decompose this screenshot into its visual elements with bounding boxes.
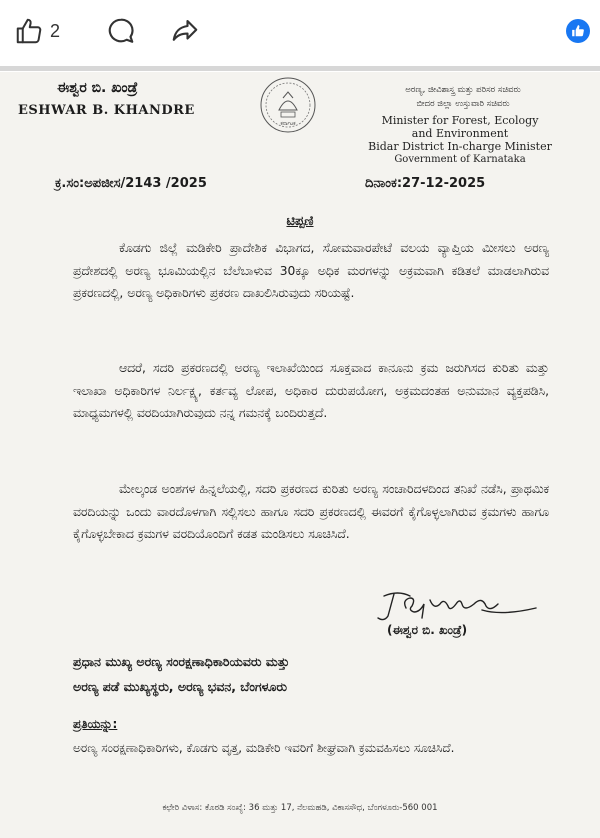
designation-en-line-1: Minister for Forest, Ecology: [381, 114, 539, 127]
designation-kannada: [368, 83, 558, 111]
signature: [372, 586, 542, 628]
addressee-line-2: ಅರಣ್ಯ ಪಡೆ ಮುಖ್ಯಸ್ಥರು, ಅರಣ್ಯ ಭವನ, ಬೆಂಗಳೂರು: [73, 679, 287, 694]
paragraph-3: ಮೇಲ್ಕಂಡ ಅಂಶಗಳ ಹಿನ್ನಲೆಯಲ್ಲಿ, ಸದರಿ ಪ್ರಕರಣದ ಕುರಿತು ಅರಣ್ಯ ಸಂಚಾರಿದಳದಿಂದ ತನಿಖೆ ನಡೆಸಿ, ಪ್ರಾಥಮಿಕ ವರದಿಯನ್ನು ಒಂದು ವಾರದೊಳಗಾಗಿ ಸಲ್ಲಿಸಲು ಹಾಗೂ ಸದರಿ ಪ್ರಕರಣದಲ್ಲಿ ಈವರಗೆ ಕೈಗೊಳ್ಳಲಾಗಿರುವ ಕ್ರಮಗಳು ಹಾಗೂ ಕೈಗೊಳ್ಳಬೇಕಾದ ಕ್ರಮಗಳ ವರದಿಯೊಂದಿಗೆ ಕಡತ ಮಂಡಿಸಲು ಸೂಚಿಸಿದೆ.: [73, 482, 549, 542]
addressee-line-1: ಪ್ರಧಾನ ಮುಖ್ಯ ಅರಣ್ಯ ಸಂರಕ್ಷಣಾಧಿಕಾರಿಯವರು ಮತ್ತು: [73, 654, 290, 669]
designation-en-line-2: and Environment: [411, 127, 509, 140]
letter-image[interactable]: [0, 72, 600, 838]
thumbs-up-icon: [14, 16, 44, 46]
comment-button[interactable]: [106, 16, 136, 46]
sender-name-english: ESHWAR B. KHANDRE: [18, 103, 195, 118]
designation-kn-line-1: ಅರಣ್ಯ, ಜೀವಿಶಾಸ್ತ್ರ ಮತ್ತು ಪರಿಸರ ಸಚಿವರು: [405, 85, 521, 95]
svg-text:ಕರ್ನಾಟಕ: ಕರ್ನಾಟಕ: [280, 121, 296, 127]
like-button[interactable]: [14, 16, 60, 46]
reference-number: ಕ್ರ.ಸಂ:ಅಪಜೀಸ/2143 /2025: [55, 176, 207, 191]
copy-label: ಪ್ರತಿಯನ್ನು:: [73, 717, 118, 731]
post-divider: [0, 66, 600, 71]
paragraph-2: ಆದರೆ, ಸದರಿ ಪ್ರಕರಣದಲ್ಲಿ ಅರಣ್ಯ ಇಲಾಖೆಯಿಂದ ಸೂಕ್ತವಾದ ಕಾನೂನು ಕ್ರಮ ಜರುಗಿಸದ ಕುರಿತು ಮತ್ತು ಇಲಾಖಾ ಅಧಿಕಾರಿಗಳ ನಿರ್ಲಕ್ಷ್ಯ, ಕರ್ತವ್ಯ ಲೋಪ, ಅಧಿಕಾರ ದುರುಪಯೋಗ, ಅಕ್ರಮದಂತಹ ಅನುಮಾನ ವ್ಯಕ್ತಪಡಿಸಿ, ಮಾಧ್ಯಮಗಳಲ್ಲಿ ವರದಿಯಾಗಿರುವುದು ನನ್ನ ಗಮನಕ್ಕೆ ಬಂದಿರುತ್ತದೆ.: [73, 361, 549, 421]
like-count: 2: [50, 20, 61, 41]
post-action-bar: [0, 0, 600, 62]
share-icon: [170, 16, 200, 46]
comment-icon: [106, 16, 136, 46]
karnataka-emblem-icon: [259, 76, 317, 134]
designation-en-line-3: Bidar District In-charge Minister: [368, 140, 552, 153]
letter-title: ಟಿಪ್ಪಣಿ: [286, 214, 314, 229]
share-button[interactable]: [170, 16, 200, 46]
paragraph-1: ಕೊಡಗು ಜಿಲ್ಲೆ ಮಡಿಕೇರಿ ಪ್ರಾದೇಶಿಕ ವಿಭಾಗದ, ಸೋಮವಾರಪೇಟೆ ವಲಯ ವ್ಯಾಪ್ತಿಯ ಮೀಸಲು ಅರಣ್ಯ ಪ್ರದೇಶದಲ್ಲಿ ಅರಣ್ಯ ಭೂಮಿಯಲ್ಲಿನ ಬೆಲೆಬಾಳುವ 30ಕ್ಕೂ ಅಧಿಕ ಮರಗಳನ್ನು ಅಕ್ರಮವಾಗಿ ಕಡಿತಲೆ ಮಾಡಲಾಗಿರುವ ಪ್ರಕರಣದಲ್ಲಿ, ಅರಣ್ಯ ಅಧಿಕಾರಿಗಳು ಪ್ರಕರಣ ದಾಖಲಿಸಿರುವುದು ಸರಿಯಷ್ಟೆ.: [73, 241, 549, 301]
designation-en-line-4: Government of Karnataka: [394, 154, 526, 165]
sender-name-kannada: ಈಶ್ವರ ಬಿ. ಖಂಡ್ರೆ: [57, 80, 138, 96]
letter-date: ದಿನಾಂಕ:27-12-2025: [365, 176, 486, 191]
like-reaction-icon[interactable]: [566, 19, 590, 43]
copy-recipient: ಅರಣ್ಯ ಸಂರಕ್ಷಣಾಧಿಕಾರಿಗಳು, ಕೊಡಗು ವೃತ್ತ, ಮಡಿಕೇರಿ ಇವರಿಗೆ ಶೀಘ್ರವಾಗಿ ಕ್ರಮವಹಿಸಲು ಸೂಚಿಸಿದೆ.: [73, 741, 455, 755]
office-address-footer: ಕಛೇರಿ ವಿಳಾಸ: ಕೊಠಡಿ ಸಂಖ್ಯೆ: 36 ಮತ್ತು 17, ನೆಲಮಹಡಿ, ವಿಕಾಸಸೌಧ, ಬೆಂಗಳೂರು-560 001: [162, 803, 438, 813]
designation-kn-line-2: ಬೀದರ ಜಿಲ್ಲಾ ಉಸ್ತುವಾರಿ ಸಚಿವರು: [416, 99, 510, 109]
signatory-name: (ಈಶ್ವರ ಬಿ. ಖಂಡ್ರೆ): [387, 623, 468, 637]
designation-english: [360, 114, 560, 166]
